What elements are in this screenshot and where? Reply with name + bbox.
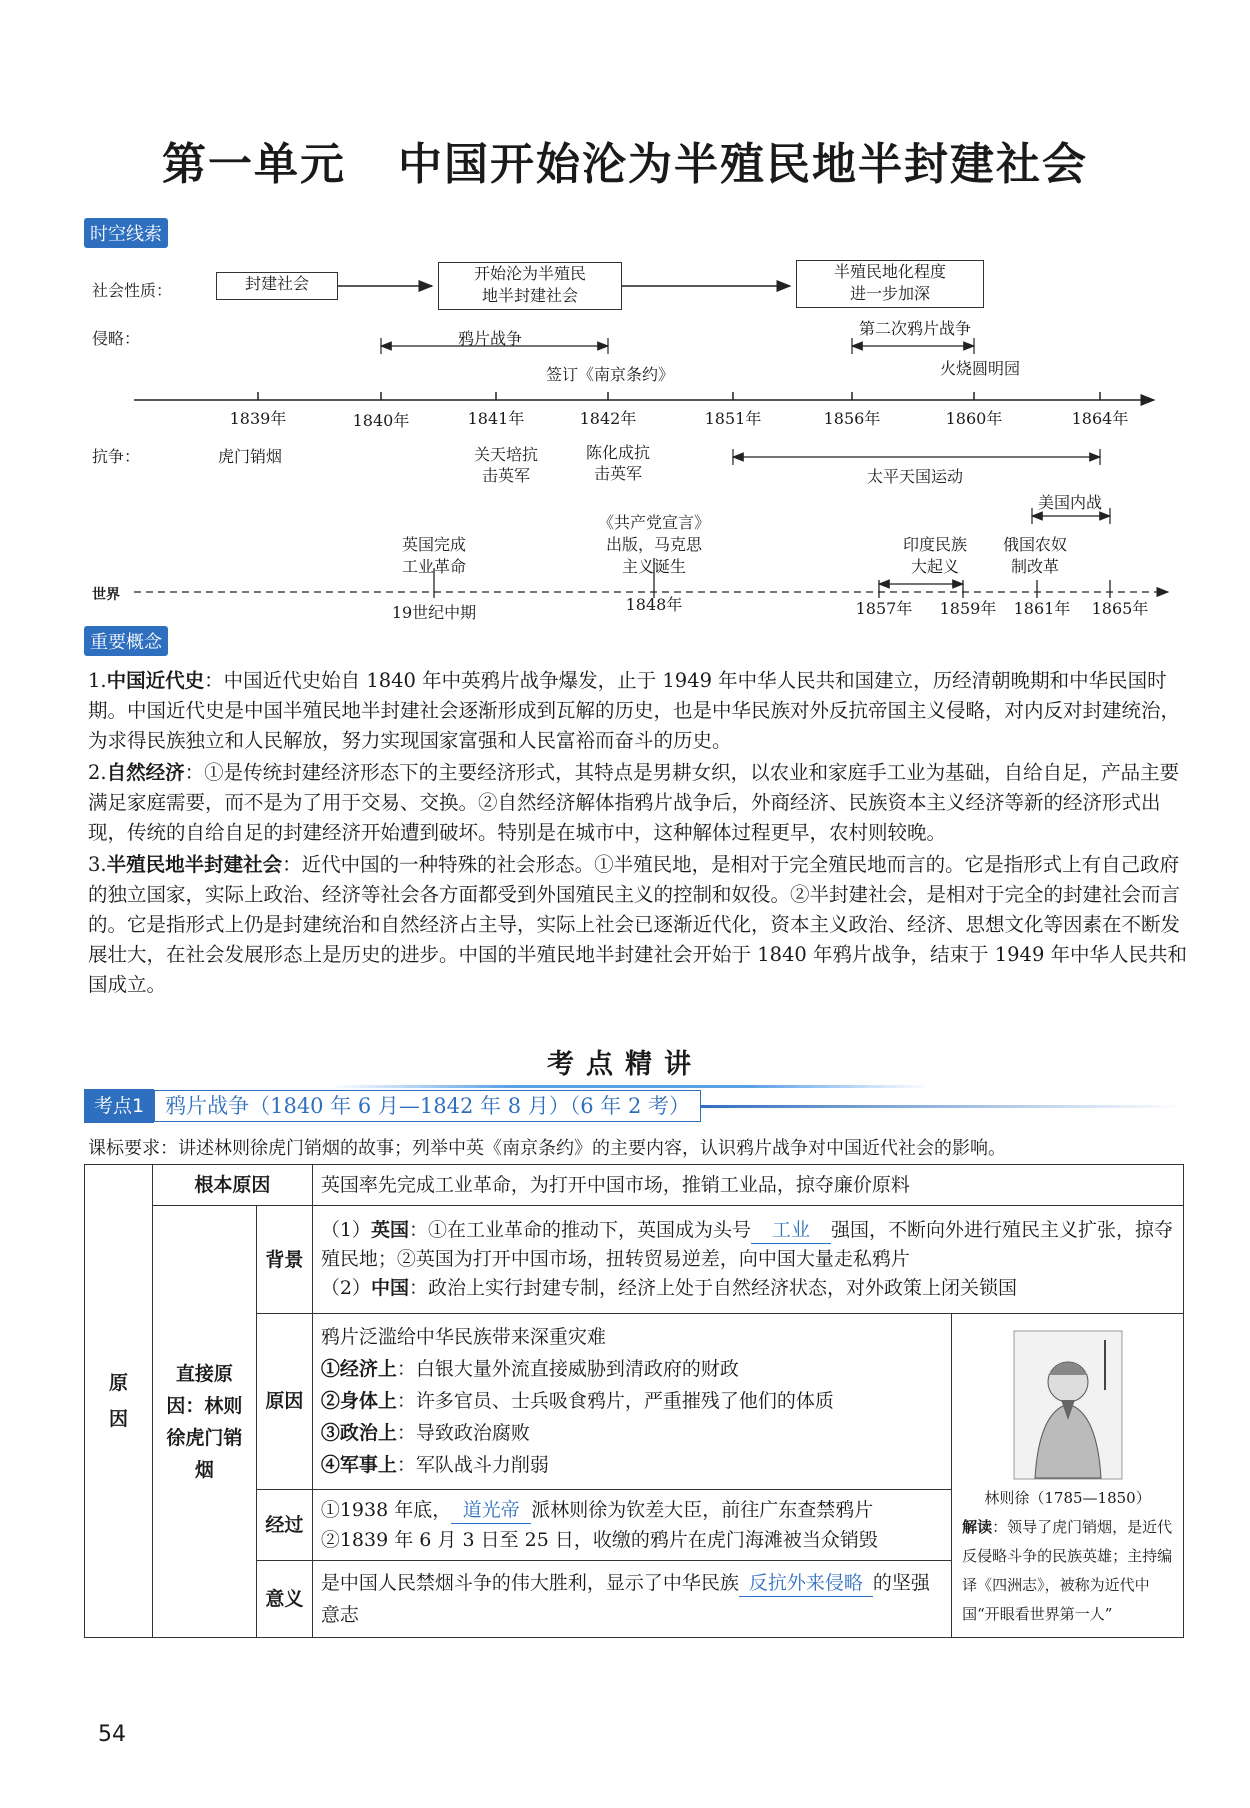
world-year-mid19: 19世纪中期 xyxy=(391,603,477,622)
manifesto-label: 《共产党宣言》 出版，马克思 主义诞生 xyxy=(597,513,710,576)
section-underline xyxy=(330,1085,930,1088)
side-note xyxy=(952,1314,1184,1638)
kaodian-title: 鸦片战争（1840 年 6 月—1842 年 8 月）（6 年 2 考） xyxy=(154,1090,701,1122)
answer-blank: 道光帝 xyxy=(451,1497,531,1524)
year-1839: 1839年 xyxy=(229,409,287,428)
curriculum-requirement: 课标要求：讲述林则徐虎门销烟的故事；列举中英《南京条约》的主要内容，认识鸦片战争对中国近代社会的影响。 xyxy=(88,1138,1006,1159)
concept-item: 1.中国近代史：中国近代史始自 1840 年中英鸦片战争爆发，止于 1949 年中华人民共和国建立，历经清朝晚期和中华民国时期。中国近代史是中国半殖民地半封建社会逐渐形成到瓦解的历史，也是中华民族对外反抗帝国主义侵略，对内反对封建统治，为求得民族独立和人民解放，努力实现国家富强和人民富裕而奋斗的历史。 xyxy=(88,669,1181,752)
cause-cell: 原因 xyxy=(85,1165,153,1638)
world-year-1865: 1865年 xyxy=(1091,599,1149,618)
portrait-note: 解读：领导了虎门销烟，是近代反侵略斗争的民族英雄；主持编译《四洲志》，被称为近代中国“开眼看世界第一人” xyxy=(962,1518,1173,1623)
root-text: 英国率先完成工业革命，为打开中国市场，推销工业品，掠夺廉价原料 xyxy=(312,1165,1183,1206)
year-1856: 1856年 xyxy=(823,409,881,428)
india-uprising-label: 印度民族 大起义 xyxy=(902,535,967,576)
year-1851: 1851年 xyxy=(704,409,762,428)
opium-war-label: 鸦片战争 xyxy=(457,329,522,348)
answer-blank: 工业 xyxy=(751,1217,831,1244)
guan-tianpei-label: 关天培抗 击英军 xyxy=(473,445,538,485)
chen-huacheng-label: 陈化成抗 击英军 xyxy=(585,443,650,483)
nanjing-treaty-label: 签订《南京条约》 xyxy=(545,365,674,384)
knowledge-table xyxy=(84,1164,1184,1638)
kaodian-bar xyxy=(84,1089,1184,1123)
meaning-label: 意义 xyxy=(256,1561,312,1638)
process-label: 经过 xyxy=(256,1489,312,1561)
row-label-world: 世界 xyxy=(92,584,124,604)
concepts-tag: 重要概念 xyxy=(84,626,168,656)
taiping-label: 太平天国运动 xyxy=(866,467,963,486)
year-1842: 1842年 xyxy=(579,409,637,428)
meaning-text: 是中国人民禁烟斗争的伟大胜利，显示了中华民族 反抗外来侵略 的坚强意志 xyxy=(312,1561,951,1638)
root-label: 根本原因 xyxy=(152,1165,312,1206)
process-text: ①1938 年底， 道光帝 派林则徐为钦差大臣，前往广东查禁鸦片 ②1839 年 6 月 3 日至 25 日，收缴的鸦片在虎门海滩被当众销毁 xyxy=(312,1489,951,1561)
world-year-1857: 1857年 xyxy=(855,599,913,618)
industrial-revolution-label: 英国完成 工业革命 xyxy=(401,535,466,576)
society-box-deepened: 半殖民地化程度 进一步加深 xyxy=(796,260,984,308)
year-1840: 1840年 xyxy=(352,411,410,430)
world-year-1859: 1859年 xyxy=(939,599,997,618)
section-title: 考点精讲 xyxy=(547,1049,703,1080)
second-opium-war-label: 第二次鸦片战争 xyxy=(858,319,971,338)
answer-blank: 反抗外来侵略 xyxy=(739,1570,873,1597)
background-label: 背景 xyxy=(256,1206,312,1314)
society-box-feudal: 封建社会 xyxy=(216,272,338,300)
year-1864: 1864年 xyxy=(1071,409,1129,428)
unit-label: 第一单元 xyxy=(162,139,346,190)
page-number: 54 xyxy=(98,1722,126,1747)
humen-label: 虎门销烟 xyxy=(217,447,282,466)
background-text: （1）英国：①在工业革命的推动下，英国成为头号 工业 强国，不断向外进行殖民主义扩张，掠夺殖民地；②英国为打开中国市场，扭转贸易逆差，向中国大量走私鸦片 （2）中国：政治上实行封建专制，经济上处于自然经济状态，对外政策上闭关锁国 xyxy=(312,1206,1183,1314)
year-1860: 1860年 xyxy=(945,409,1003,428)
kaodian-tag: 考点1 xyxy=(84,1089,154,1123)
timeline-tag: 时空线索 xyxy=(84,218,168,248)
yuanmingyuan-label: 火烧圆明园 xyxy=(939,359,1020,378)
lin-zexu-portrait-icon xyxy=(1013,1330,1123,1480)
society-box-semi-colonial: 开始沦为半殖民 地半封建社会 xyxy=(438,262,622,310)
row-label-invasion: 侵略： xyxy=(92,329,141,348)
row-label-society: 社会性质： xyxy=(92,281,173,300)
russia-reform-label: 俄国农奴 制改革 xyxy=(1002,535,1067,576)
unit-name: 中国开始沦为半殖民地半封建社会 xyxy=(398,139,1088,190)
reason-label: 原因 xyxy=(256,1314,312,1490)
world-year-1861: 1861年 xyxy=(1013,599,1071,618)
portrait-caption: 林则徐（1785—1850） xyxy=(984,1489,1151,1507)
concept-item: 3.半殖民地半封建社会：近代中国的一种特殊的社会形态。①半殖民地，是相对于完全殖民地而言的。它是指形式上有自己政府的独立国家，实际上政治、经济等社会各方面都受到外国殖民主义的控制和奴役。②半封建社会，是相对于完全的封建社会而言的。它是指形式上仍是封建统治和自然经济占主导，实际上社会已逐渐近代化，资本主义政治、经济、思想文化等因素在不断发展壮大，在社会发展形态上是历史的进步。中国的半殖民地半封建社会开始于 1840 年鸦片战争，结束于 1949 年中华人民共和国成立。 xyxy=(88,853,1188,996)
direct-cause-label: 直接原因：林则徐虎门销烟 xyxy=(152,1206,256,1638)
kaodian-rule xyxy=(701,1105,1184,1108)
reason-text: 鸦片泛滥给中华民族带来深重灾难 ①经济上：白银大量外流直接威胁到清政府的财政 ②身体上：许多官员、士兵吸食鸦片，严重摧残了他们的体质 ③政治上：导致政治腐败 ④军事上：军队战斗力削弱 xyxy=(312,1314,951,1490)
concept-item: 2.自然经济：①是传统封建经济形态下的主要经济形式，其特点是男耕女织，以农业和家庭手工业为基础，自给自足，产品主要满足家庭需要，而不是为了用于交易、交换。②自然经济解体指鸦片战争后，外商经济、民族资本主义经济等新的经济形式出现，传统的自给自足的封建经济开始遭到破坏。特别是在城市中，这种解体过程更早，农村则较晚。 xyxy=(88,761,1180,844)
world-year-1848: 1848年 xyxy=(625,595,683,614)
us-civil-war-label: 美国内战 xyxy=(1037,493,1102,512)
row-label-resistance: 抗争： xyxy=(92,447,141,466)
year-1841: 1841年 xyxy=(467,409,525,428)
